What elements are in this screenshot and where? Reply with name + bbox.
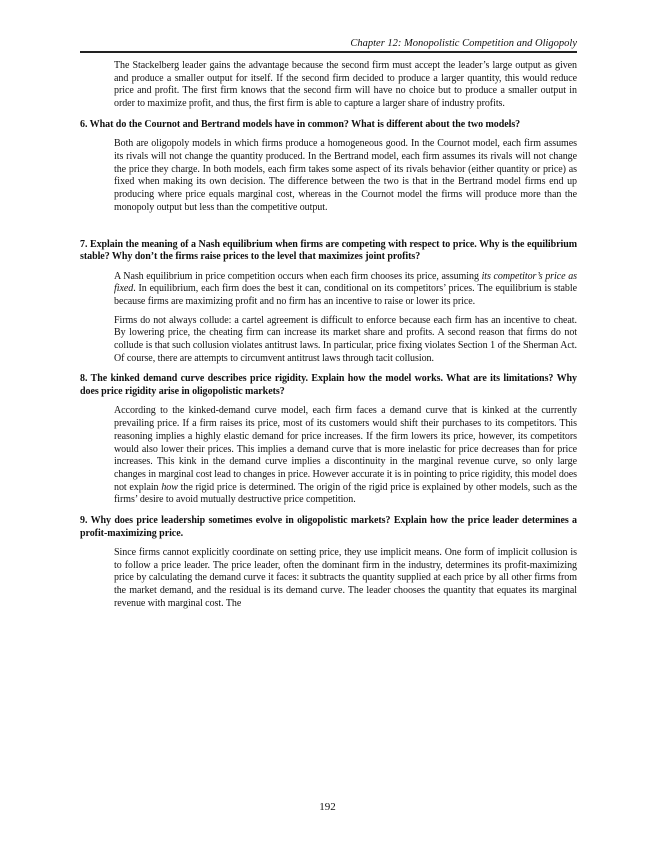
page-header: Chapter 12: Monopolistic Competition and Oligopoly [350,38,577,49]
emphasized-text: its competitor’s price as fixed [114,270,577,295]
text-run: the rigid price is determined. The origin of the rigid price is explained by other models, such as the firms’ desire to avoid mutually destructive price competition. [114,481,577,506]
answer-paragraph: Both are oligopoly models in which firms produce a homogeneous good. In the Cournot model, each firm assumes its rivals will not change the quantity produced. In the Bertrand model, each firm assumes its rivals will not change the price they charge. In both models, each firm takes some aspect of its rivals behavior (either quantity or price) as fixed when making its own decision. The difference between the two is that in the Bertrand model firms end up producing where price equals marginal cost, whereas in the Cournot model the firms will produce more than the monopoly output but less than the competitive output. [114,138,577,213]
text-run: . In equilibrium, each firm does the best it can, conditional on its competitors’ prices. The equilibrium is stable because firms are maximizing profit and no firm has an incentive to raise or lower its price. [114,283,577,307]
question-7: 7. Explain the meaning of a Nash equilibrium when firms are competing with respect to price. Why is the equilibrium stable? Why don’t the firms raise prices to the level that maximizes joint profits? [80,238,577,263]
page-body [80,60,577,617]
text-run: According to the kinked-demand curve model, each firm faces a demand curve that is kinked at the currently prevailing price. If a firm raises its price, most of its customers would shift their purchases to its competitors. This reasoning implies a highly elastic demand for price increases. If the firm lowers its price, however, its competitors would also lower their prices. This implies a demand curve that is more inelastic for price decreases than for price increases. This kink in the demand curve implies a discontinuity in the marginal revenue curve, so only large changes in marginal cost lead to changes in price. However accurate it is in pointing to price rigidity, this model does not explain [114,405,577,493]
answer-paragraph [114,271,577,309]
text-run: A Nash equilibrium in price competition occurs when each firm chooses its price, assuming [114,270,482,282]
emphasized-text: how [161,481,178,493]
answer-paragraph [114,405,577,507]
page-number: 192 [319,801,336,813]
question-9: 9. Why does price leadership sometimes evolve in oligopolistic markets? Explain how the price leader determines a profit-maximizing price. [80,515,577,539]
answer-paragraph: The Stackelberg leader gains the advantage because the second firm must accept the leader’s large output as given and produce a smaller output for itself. If the second firm decided to produce a larger quantity, this would reduce price and profit. The first firm knows that the second firm will have no choice but to produce a smaller output in order to maximize profit, and thus, the first firm is able to capture a larger share of industry profits. [114,60,577,110]
answer-paragraph: Firms do not always collude: a cartel agreement is difficult to enforce because each firm has an incentive to cheat. By lowering price, the cheating firm can increase its market share and profits. A second reason that firms do not collude is that such collusion violates antitrust laws. In particular, price fixing violates Section 1 of the Sherman Act. Of course, there are attempts to circumvent antitrust laws through tacit collusion. [114,314,577,364]
answer-paragraph: Since firms cannot explicitly coordinate on setting price, they use implicit means. One form of implicit collusion is to follow a price leader. The price leader, often the dominant firm in the industry, determines its profit-maximizing price by calculating the demand curve it faces: it subtracts the quantity supplied at each price by all other firms from the market demand, and the residual is its demand curve. The leader chooses the quantity that equates its marginal revenue with marginal cost. The [114,547,577,609]
header-rule [80,51,577,53]
question-6: 6. What do the Cournot and Bertrand models have in common? What is different about the two models? [80,118,521,130]
question-8: 8. The kinked demand curve describes price rigidity. Explain how the model works. What are its limitations? Why does price rigidity arise in oligopolistic markets? [80,373,577,397]
